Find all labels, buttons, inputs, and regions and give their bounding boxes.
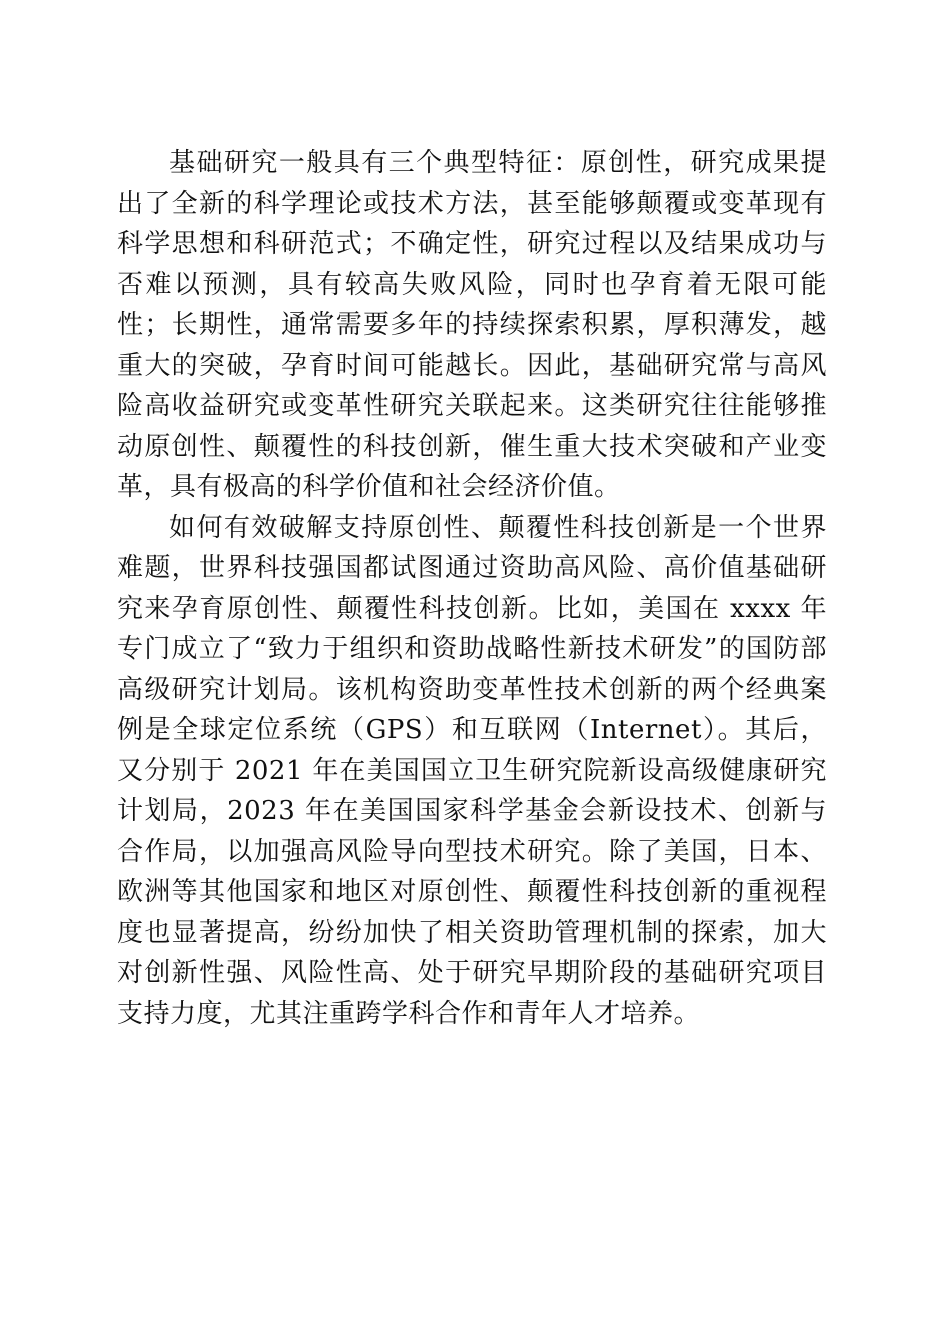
- paragraph-1: 基础研究一般具有三个典型特征：原创性，研究成果提出了全新的科学理论或技术方法，甚至能够颠覆或变革现有科学思想和科研范式；不确定性，研究过程以及结果成功与否难以预测，具有较高失败风险，同时也孕育着无限可能性；长期性，通常需要多年的持续探索积累，厚积薄发，越重大的突破，孕育时间可能越长。因此，基础研究常与高风险高收益研究或变革性研究关联起来。这类研究往往能够推动原创性、颠覆性的科技创新，催生重大技术突破和产业变革，具有极高的科学价值和社会经济价值。: [117, 148, 827, 502]
- paragraph-2: 如何有效破解支持原创性、颠覆性科技创新是一个世界难题，世界科技强国都试图通过资助高风险、高价值基础研究来孕育原创性、颠覆性科技创新。比如，美国在 xxxx 年专门成立了“致力于组织和资助战略性新技术研发”的国防部高级研究计划局。该机构资助变革性技术创新的两个经典案例是全球定位系统（GPS）和互联网（Internet）。其后，又分别于 2021 年在美国国立卫生研究院新设高级健康研究计划局，2023 年在美国国家科学基金会新设技术、创新与合作局，以加强高风险导向型技术研究。除了美国，日本、欧洲等其他国家和地区对原创性、颠覆性科技创新的重视程度也显著提高，纷纷加快了相关资助管理机制的探索，加大对创新性强、风险性高、处于研究早期阶段的基础研究项目支持力度，尤其注重跨学科合作和青年人才培养。: [117, 512, 827, 1029]
- document-body: [117, 143, 827, 1034]
